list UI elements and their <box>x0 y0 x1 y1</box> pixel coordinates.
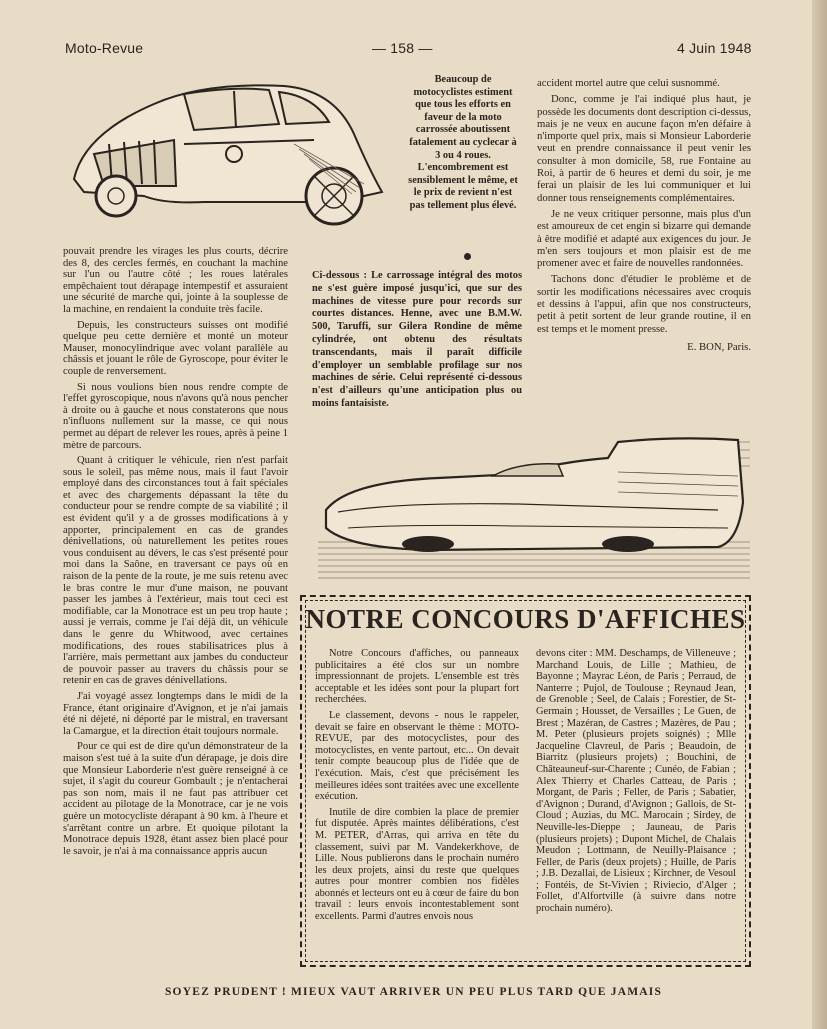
article-paragraph: Si nous voulions bien nous rendre compte de l'effet gyroscopique, nous n'avons qu'à nous pencher à droite ou à gauche et nous constaterons que nous n'influons nullement sur la masse, ce qui nous permet au départ de relever les roues, après à peine 1 mètre de parcours. <box>63 381 288 451</box>
caption-bottom <box>312 270 522 411</box>
contest-paragraph: Notre Concours d'affiches, ou panneaux publicitaires a été clos sur un nombre impressionnant de projets. L'ensemble est très acceptable et les idées sont pour la plupart fort recherchées. <box>315 648 519 706</box>
article-paragraph: J'ai voyagé assez longtemps dans le midi de la France, étant originaire d'Avignon, et je n'ai jamais été ni déjeté, ni déporté par le mistral, en traversant la Camargue, et la direction était toujours normale. <box>63 690 288 737</box>
contest-right-column <box>536 648 736 919</box>
contest-title: NOTRE CONCOURS D'AFFICHES <box>305 604 746 634</box>
contest-paragraph: Inutile de dire combien la place de premier fut disputée. Après maintes délibérations, c'est M. PETER, d'Arras, qui arriva en tête du classement, suivi par M. Vandekerkhove, de Lille. Nous publierons dans le prochain numéro les deux projets, ainsi du reste que quelques autres pour montrer combien nos fidèles abonnés et lecteurs ont eu à cœur de faire du bon travail : leurs envois incontestablement sont excellents. Parmi d'autres envois nous <box>315 806 519 923</box>
article-signature: E. BON, Paris. <box>687 340 751 353</box>
caption-top <box>407 74 519 213</box>
article-paragraph: Pour ce qui est de dire qu'un démonstrateur de la maison s'est tué à la suite d'un dérapage, je dois dire que Monsieur Laborderie n'est guère renseigné à ce sujet, il s'agit du coureur Gombault ; je n'entacherai pas son nom, mais il ne faut pas attribuer cet accident au pilotage de la Monotrace, car je ne vois guère un motocycliste dérapant à 90 km. à l'heure et s'arrêtant contre un arbre. Et quoique pilotant la Monotrace depuis 1928, étant assez bien placé pour le savoir, je n'ai à ma connaissance appris aucun <box>63 741 288 857</box>
caption-bottom-text: Ci-dessous : Le carrossage intégral des motos ne s'est guère imposé jusqu'ici, que sur des machines de vitesse pure pour records sur courtes distances. Henne, avec une B.M.W. 500, Taruffi, sur Gilera Rondine de même cylindrée, ont obtenu des résultats transcendants, mais il paraît difficile d'employer un semblable profilage sur nos machines de série. Celui représenté ci-dessous n'est d'ailleurs qu'une anticipation plus ou moins fantaisiste. <box>312 270 522 409</box>
cyclecar-illustration <box>64 74 394 236</box>
contest-winners-list: devons citer : MM. Deschamps, de Villeneuve ; Marchand Louis, de Lille ; Mathieu, de Bayonne ; Mayrac Léon, de Paris ; Perraud, de Nanterre ; Pujol, de Toulouse ; Reynaud Jean, de Grenoble ; Seel, de Calais ; Forestier, de St-Germain ; Housset, de Versailles ; Le Guen, de Brest ; Mazéran, de Castres ; Mazères, de Pau ; M. Peter (plusieurs projets soignés) ; Mlle Jacqueline Clavreul, de Paris ; Beaudoin, de Biarritz (plusieurs projets) ; Bouchini, de Châteauneuf-sur-Charente ; Cunéo, de Fabian ; Alex Thierry et Charles Catteau, de Paris ; Morgant, de Paris ; Feller, de Paris ; Sabatier, d'Avignon ; Durand, d'Avignon ; Gallois, de St-Cloud ; Auzias, du MC. Marocain ; Sirdey, de Neuville-les-Dieppe ; Jauneau, de Paris (plusieurs projets) ; Dupont Michel, de Chalais Meudon ; Lottmann, de Neuilly-Plaisance ; Feller, de Paris (deux projets) ; Huille, de Paris ; J.B. Dezallai, de Lisieux ; Kirchner, de Vesoul ; Fontéis, de St-Vivien ; Riviecio, d'Alger ; Follet, d'Alfortville (à suivre dans notre prochain numéro). <box>536 648 736 915</box>
page-edge <box>812 0 827 1029</box>
article-right-column <box>537 77 751 353</box>
magazine-name: Moto-Revue <box>65 40 144 56</box>
article-paragraph: Tachons donc d'étudier le problème et de sortir les modifications nécessaires avec croquis et dessins à l'appui, afin que nos constructeurs, petit à petit sortent de leur grande routine, il en est temps et le moment presse. <box>537 273 751 335</box>
article-paragraph: Donc, comme je l'ai indiqué plus haut, je possède les documents dont description ci-dessus, mais je ne veux en aucune façon m'en défaire à n'importe quel prix, mais si Monsieur Laborderie veut en prendre connaissance il peut venir les consulter à mon domicile, 58, rue Fontaine au Roi, à partir de 6 heures et demi du soir, je me ferai un plaisir de les lui communiquer et lui donner tous renseignements complémentaires. <box>537 93 751 204</box>
contest-left-column <box>315 648 519 927</box>
footer-slogan: SOYEZ PRUDENT ! MIEUX VAUT ARRIVER UN PEU PLUS TARD QUE JAMAIS <box>164 986 663 998</box>
article-paragraph: accident mortel autre que celui susnommé. <box>537 77 720 89</box>
streamliner-illustration <box>318 432 750 584</box>
issue-date: 4 Juin 1948 <box>677 40 752 56</box>
caption-top-text: Beaucoup de motocyclistes estiment que tous les efforts en faveur de la moto carrossée aboutissent fatalement au cyclecar à 3 ou 4 roues. L'encombrement est sensiblement le même, et le prix de revient n'est pas tellement plus élevé. <box>408 74 518 211</box>
article-paragraph: pouvait prendre les virages les plus courts, décrire des 8, des cercles fermés, en couchant la machine sur l'un ou l'autre côté ; les roues latérales empêchaient tout dérapage intempestif et assuraient une sécurité de marche qui, jointe à la souplesse de la machine, en rendaient la conduite très facile. <box>63 246 288 315</box>
article-left-column <box>63 246 288 861</box>
contest-paragraph: Le classement, devons - nous le rappeler, devait se faire en observant le thème : MOTO-REVUE, par des motocyclistes, pour des motocyclistes, en vente partout, etc... On devait tenir compte beaucoup plus de l'idée que de l'exécution. Mais, c'est que précisément les meilleures idées sont traitées avec une excellente exécution. <box>315 709 519 803</box>
article-paragraph: Quant à critiquer le véhicule, rien n'est parfait sous le soleil, pas même nous, mais il faut l'avoir employé dans des circonstances tout à fait spéciales et avec des chargements dépassant la tête du conducteur pour se rendre compte de sa viabilité ; il est évident qu'il y a de grosses modifications à y apporter, principalement en cas de grandes dénivellations, où naturellement les petites roues vous conduisent au dévers, le cas s'est présenté pour moi dans la Saône, en traversant ce pays où en raison de la pente de la route, je me suis retenu avec le bras contre le mur d'une maison, ne pouvant passer les jambes à l'extérieur, mais tout ceci est modifiable, car la Monotrace est un peu trop haute ; aussi je verrais, comme je l'ai déjà dit, un véhicule dans le genre du Whitwood, avec certaines modifications, des roues stabilisatrices plus à l'arrière, mais permettant aux jambes du conducteur de pouvoir passer au travers du châssis pour se retenir en cas de graves dénivellations. <box>63 455 288 687</box>
separator-dot <box>464 253 471 260</box>
article-paragraph: Depuis, les constructeurs suisses ont modifié quelque peu cette dernière et monté un moteur Mauser, monocylindrique avec volant parallèle au châssis et jouant le rôle de Gyroscope, pour éviter le couple de renversement. <box>63 319 288 377</box>
article-paragraph: Je ne veux critiquer personne, mais plus d'un est amoureux de cet engin si bizarre qui demande à être modifié et adapté aux exigences du jour. Je m'en sers toujours et mon plaisir est de me promener avec et faire de nouvelles randonnées. <box>537 207 751 270</box>
page-number: — 158 — <box>372 40 433 56</box>
